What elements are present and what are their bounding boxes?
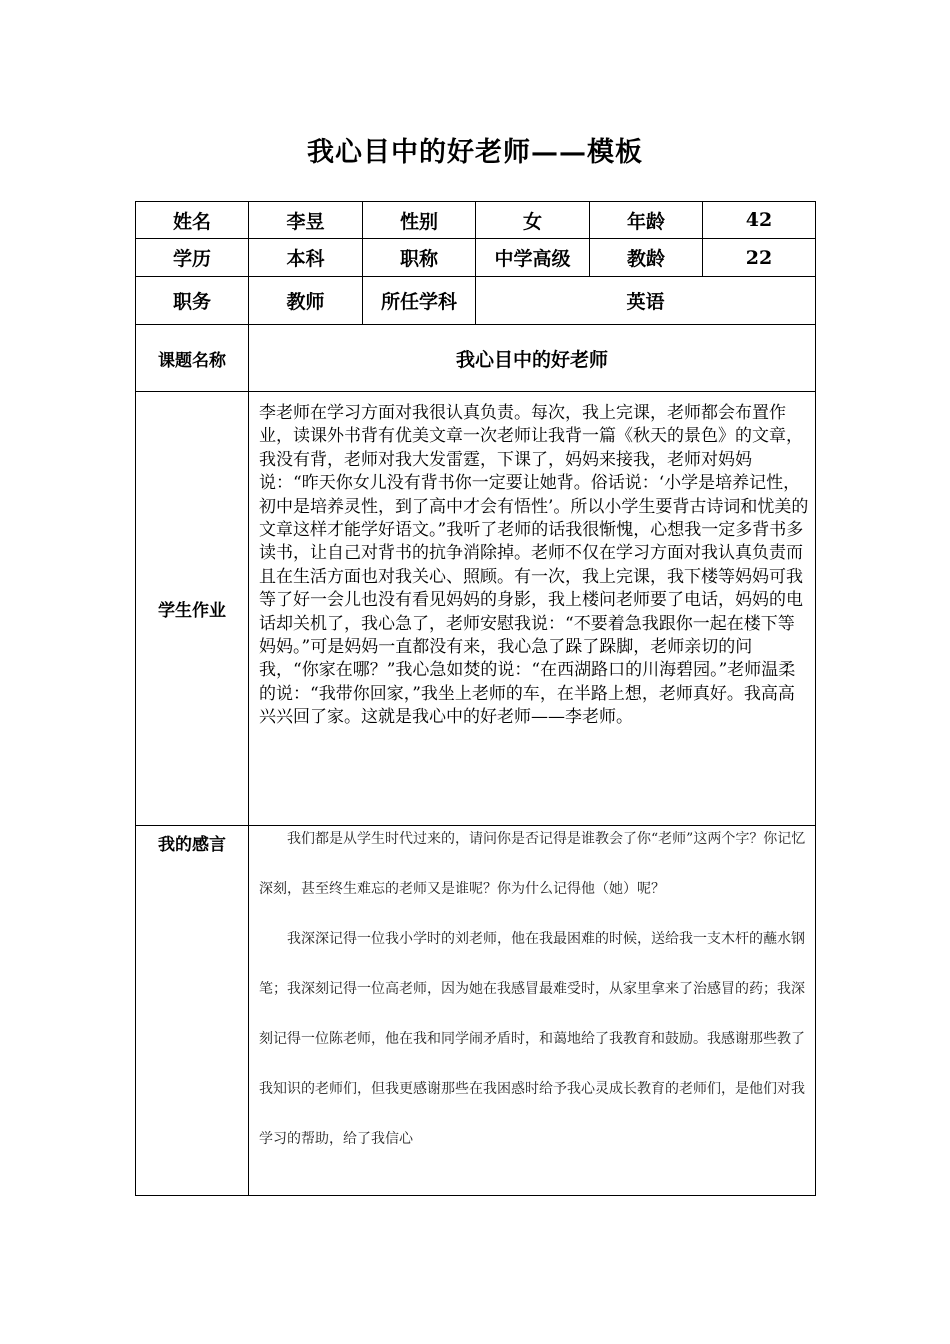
teaching-years-value: 22 xyxy=(703,239,816,277)
reflection-paragraph-2: 我深深记得一位我小学时的刘老师，他在我最困难的时候，送给我一支木杆的蘸水钢笔；我深刻记得一位高老师，因为她在我感冒最难受时，从家里拿来了治感冒的药；我深刻记得一位陈老师，他在我和同学闹矛盾时，和蔼地给了我教育和鼓励。我感谢那些教了我知识的老师们，但我更感谢那些在我困惑时给予我心灵成长教育的老师们，是他们对我学习的帮助，给了我信心 xyxy=(259,931,805,1147)
education-label: 学历 xyxy=(136,239,249,277)
homework-text: 李老师在学习方面对我很认真负责。每次，我上完课，老师都会布置作业，读课外书背有优美文章一次老师让我背一篇《秋天的景色》的文章，我没有背，老师对我大发雷霆，下课了，妈妈来接我，老师对妈妈说：“昨天你女儿没有背书你一定要让她背。俗话说：‘小学是培养记性，初中是培养灵性，到了高中才会有悟性’。所以小学生要背古诗词和忧美的文章这样才能学好语文。”我听了老师的话我很惭愧，心想我一定多背书多读书，让自己对背书的抗争消除掉。老师不仅在学习方面对我认真负责而且在生活方面也对我关心、照顾。有一次，我上完课，我下楼等妈妈可我等了好一会儿也没有看见妈妈的身影，我上楼问老师要了电话，妈妈的电话却关机了，我心急了，老师安慰我说：“不要着急我跟你一起在楼下等妈妈。”可是妈妈一直都没有来，我心急了跺了跺脚，老师亲切的问我，“你家在哪？”我心急如焚的说：“在西湖路口的川海碧园。”老师温柔的说：“我带你回家，”我坐上老师的车，在半路上想，老师真好。我高高兴兴回了家。这就是我心中的好老师——李老师。 xyxy=(259,403,809,728)
topic-label: 课题名称 xyxy=(136,325,249,392)
reflection-content xyxy=(249,826,816,1196)
homework-label: 学生作业 xyxy=(136,392,249,826)
profile-row-position xyxy=(136,277,816,325)
page-title: 我心目中的好老师——模板 xyxy=(307,137,643,168)
topic-value: 我心目中的好老师 xyxy=(249,325,816,392)
topic-row xyxy=(136,325,816,392)
teaching-years-label: 教龄 xyxy=(590,239,703,277)
homework-row xyxy=(136,392,816,826)
homework-essay xyxy=(249,392,816,826)
profile-row-basic xyxy=(136,202,816,239)
education-value: 本科 xyxy=(249,239,363,277)
position-value: 教师 xyxy=(249,277,363,325)
teacher-profile-table xyxy=(135,201,816,1196)
subject-label: 所任学科 xyxy=(363,277,476,325)
subject-value: 英语 xyxy=(476,277,816,325)
reflection-label: 我的感言 xyxy=(136,826,249,1196)
reflection-row xyxy=(136,826,816,1196)
name-label: 姓名 xyxy=(136,202,249,239)
name-value: 李昱 xyxy=(249,202,363,239)
title-value: 中学高级 xyxy=(476,239,590,277)
profile-row-credentials xyxy=(136,239,816,277)
age-value: 42 xyxy=(703,202,816,239)
position-label: 职务 xyxy=(136,277,249,325)
age-label: 年龄 xyxy=(590,202,703,239)
gender-label: 性别 xyxy=(363,202,476,239)
reflection-paragraph-1: 我们都是从学生时代过来的，请问你是否记得是谁教会了你“老师”这两个字？你记忆深刻，甚至终生难忘的老师又是谁呢？你为什么记得他（她）呢？ xyxy=(259,831,806,897)
gender-value: 女 xyxy=(476,202,590,239)
title-label: 职称 xyxy=(363,239,476,277)
